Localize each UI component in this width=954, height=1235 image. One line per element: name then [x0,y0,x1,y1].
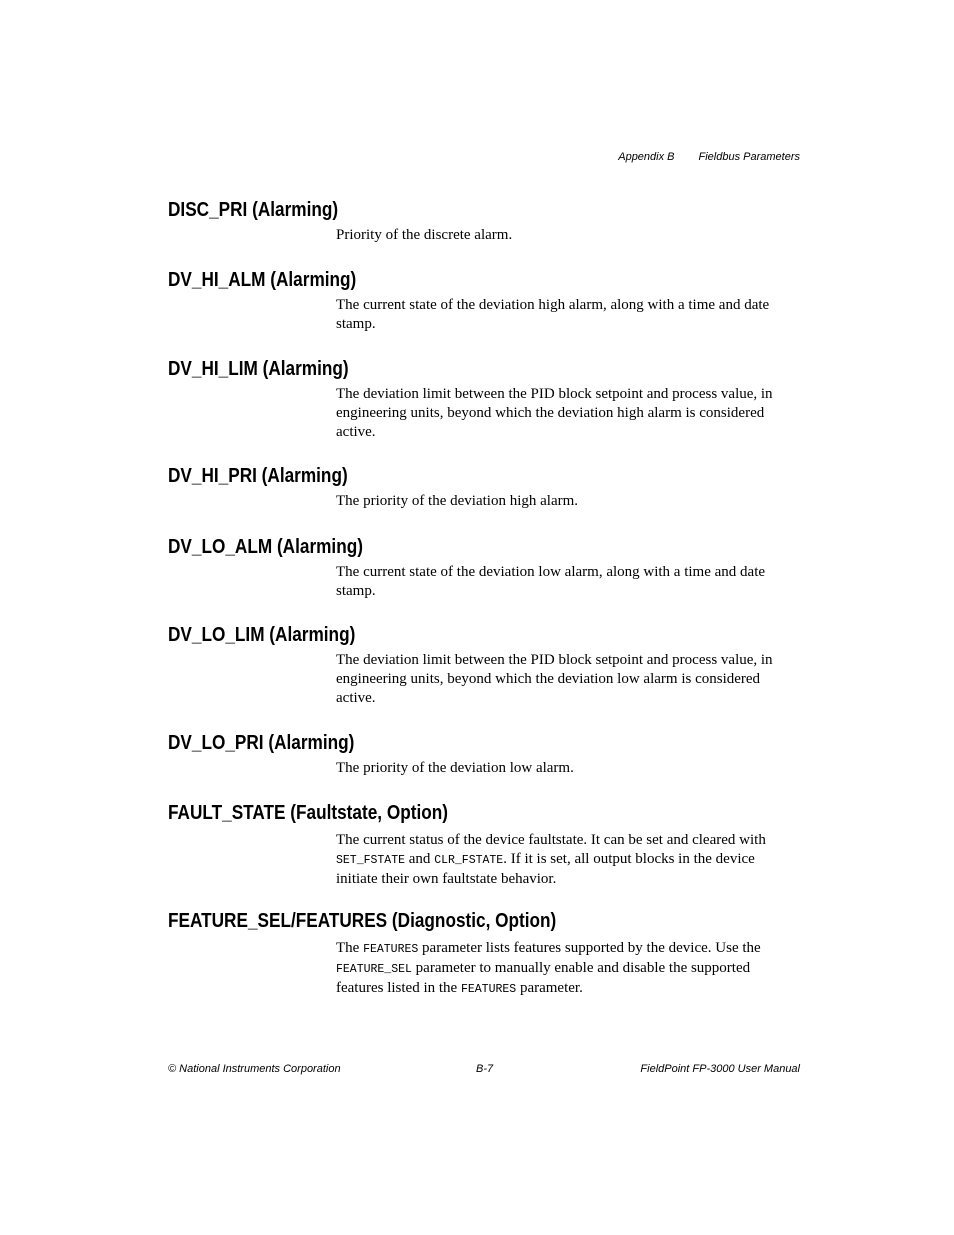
section-heading: DV_HI_LIM (Alarming) [168,358,349,380]
footer-copyright: © National Instruments Corporation [168,1063,341,1075]
section-body: Priority of the discrete alarm. [336,227,513,243]
section-dv-hi-alm [168,268,808,334]
section-heading: DV_LO_LIM (Alarming) [168,624,356,646]
section-body: The current state of the deviation high alarm, along with a time and date stamp. [336,297,770,332]
body-text: parameter lists features supported by the device. Use the [418,940,761,956]
section-body: The priority of the deviation high alarm. [336,493,579,509]
section-feature-sel [168,909,808,999]
section-dv-hi-lim [168,357,808,442]
section-heading: DV_LO_PRI (Alarming) [168,732,355,754]
section-fault-state [168,801,808,889]
section-body: The deviation limit between the PID block setpoint and process value, in engineering units, beyond which the deviation low alarm is considered active. [336,652,773,706]
section-body: The deviation limit between the PID block setpoint and process value, in engineering units, beyond which the deviation high alarm is considered active. [336,386,773,440]
code-features: FEATURES [460,983,517,996]
code-feature-sel: FEATURE_SEL [336,963,412,976]
section-body: The current state of the deviation low alarm, along with a time and date stamp. [336,564,766,599]
section-dv-lo-alm [168,535,808,601]
section-heading: DV_HI_PRI (Alarming) [168,465,348,487]
section-heading: FAULT_STATE (Faultstate, Option) [168,802,448,824]
section-body [336,831,798,889]
footer-page-number: B-7 [476,1063,494,1075]
body-text: The current status of the device faultstate. It can be set and cleared with [336,832,766,848]
page-footer [168,1062,800,1078]
section-dv-lo-pri [168,731,808,778]
code-clr-fstate: CLR_FSTATE [434,854,504,867]
section-body [336,939,798,999]
section-heading: DV_LO_ALM (Alarming) [168,536,363,558]
section-heading: FEATURE_SEL/FEATURES (Diagnostic, Option) [168,910,557,932]
body-text: and [405,851,435,867]
footer-manual-title: FieldPoint FP-3000 User Manual [640,1063,800,1075]
section-body: The priority of the deviation low alarm. [336,760,574,776]
code-set-fstate: SET_FSTATE [336,854,406,867]
section-disc-pri [168,198,808,245]
section-heading: DV_HI_ALM (Alarming) [168,269,357,291]
body-text: . If it is set, all output blocks in the device initiate their own faultstate behavior. [336,851,755,887]
body-text: The [336,940,364,956]
section-dv-lo-lim [168,623,808,708]
header-title: Fieldbus Parameters [698,151,800,163]
code-features: FEATURES [363,943,419,956]
header-chapter: Appendix B [618,151,675,163]
section-dv-hi-pri [168,464,808,511]
running-header [618,150,800,164]
body-text: parameter. [516,980,583,996]
body-text: parameter to manually enable and disable the supported features listed in the [336,960,751,996]
section-heading: DISC_PRI (Alarming) [168,199,339,221]
